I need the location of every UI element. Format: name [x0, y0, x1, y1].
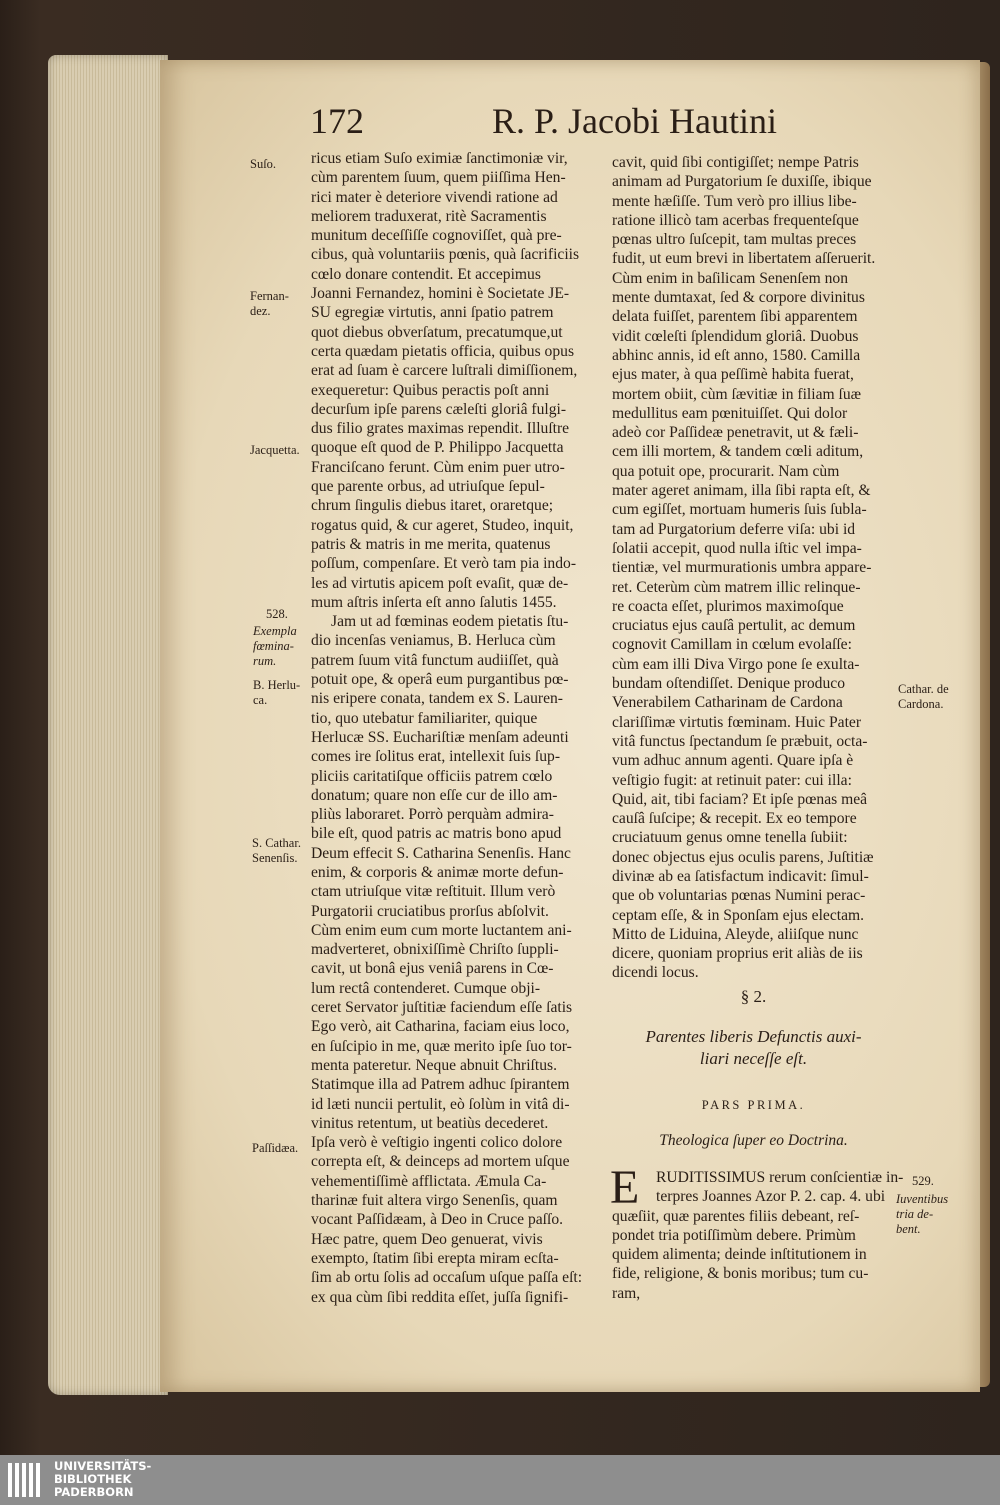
margin-note-fernandez: [250, 289, 289, 319]
text-line: donatum; quare non eſſe cur de illo am-: [311, 786, 558, 804]
text-line: quidem alimenta; deinde inſtitutionem in: [612, 1246, 867, 1264]
left-text-column: [311, 149, 591, 1307]
text-line: fudit, ut eum brevi in libertatem aſſeruerit.: [612, 250, 876, 268]
part-heading: PARS PRIMA.: [701, 1098, 806, 1112]
text-line: RUDITISSIMUS rerum conſcientiæ in-: [656, 1169, 904, 1186]
text-line: ceret Servator juſtitiæ faciendum eſſe ſatis: [311, 999, 573, 1017]
text-line: en ſuſcipio in me, quæ merito ipſe ſuo tor-: [311, 1037, 572, 1055]
text-line: nis eripere conata, tandem ex S. Lauren-: [311, 690, 563, 708]
text-line: dio incenſas veniamus, B. Herluca cùm: [311, 632, 556, 650]
text-line: patris & matris in me merita, quatenus: [311, 535, 551, 553]
margin-line: Cardona.: [898, 697, 944, 711]
margin-line: fœmina-: [253, 639, 294, 653]
text-line: re coacta eſſet, plurimos maximoſque: [612, 597, 844, 615]
text-line: exempto, ſtatim ſibi erepta miram ecſta-: [311, 1249, 559, 1267]
text-line: Cùm enim in baſilicam Senenſem non: [612, 269, 849, 287]
margin-line: dez.: [250, 304, 271, 318]
text-line: ex qua cùm ſibi reddita eſſet, juſſa ſignifi-: [311, 1288, 569, 1306]
text-line: quot diebus obverſatum, precatumque,ut: [311, 323, 563, 341]
library-logo-icon: [6, 1461, 46, 1499]
text-line: Hæc patre, quem Deo genuerat, vivis: [311, 1230, 543, 1248]
text-line: ratione illicò tam acerbas frequenteſque: [612, 211, 859, 229]
text-line: pliciis caritatiſque officiis patrem cœlo: [311, 767, 553, 785]
text-line: veſtigio fugit: at retinuit pater: cui illa:: [612, 771, 852, 789]
text-line: les ad virtutis apicem poſt evaſit, quæ de-: [311, 574, 569, 592]
text-line: poſſum, compenſare. Et verò tam pia indo-: [311, 555, 577, 573]
text-line: ctam utriuſque vitæ reſtituit. Illum verò: [311, 883, 556, 901]
text-line: SU egregiæ virtutis, anni ſpatio patrem: [311, 304, 554, 322]
text-line: cùm parentem ſuum, quem piiſſima Hen-: [311, 169, 566, 187]
text-line: ſim ab ortu ſolis ad occaſum uſque paſſa eſt:: [311, 1269, 583, 1287]
margin-line: Exempla: [253, 624, 297, 638]
final-paragraph: [610, 1161, 904, 1303]
text-line: ejus mater, à qua peſſimè habita fuerat,: [612, 366, 854, 384]
margin-note-jacquetta: Jacquetta.: [250, 443, 300, 457]
text-line: comes ire ſolitus erat, intellexit ſuis ſup-: [311, 748, 561, 766]
text-line: abhinc annis, id eſt anno, 1580. Camilla: [612, 346, 861, 364]
text-line: exequeretur: Quibus peractis poſt anni: [311, 381, 550, 399]
text-line: bile eſt, quod patris ac matris bono apud: [311, 825, 562, 843]
text-line: tam ad Purgatorium deferre viſa: ubi id: [612, 520, 856, 538]
text-line: animam ad Purgatorium ſe duxiſſe, ibique: [612, 173, 872, 191]
text-line: cauſâ ſuſcipe; & recepit. Ex eo tempore: [612, 810, 857, 828]
margin-section-number-529: 529.: [912, 1174, 934, 1188]
text-line: qua potuit ope, procurarit. Nam cùm: [612, 462, 840, 480]
margin-line: ca.: [253, 693, 268, 707]
margin-line: S. Cathar.: [252, 836, 301, 850]
library-name-line: UNIVERSITÄTS-: [54, 1459, 152, 1473]
text-line: rogatus quid, & cur ageret, Studeo, inquit,: [311, 516, 574, 534]
text-line: cibus, quà voluntariis pœnis, quà ſacrificiis: [311, 246, 580, 264]
text-line: medullitus eam pœnituiſſet. Qui dolor: [612, 404, 848, 422]
library-footer: [0, 1455, 1000, 1505]
text-line: menta pateretur. Neque abnuit Chriſtus.: [311, 1056, 557, 1074]
text-line: mater ageret animam, illa ſibi rapta eſt, &: [612, 482, 871, 500]
text-line: cruciatuum genus omne tenella ſubiit:: [612, 829, 848, 847]
margin-line: Senenſis.: [252, 851, 298, 865]
margin-note-herluca: [253, 678, 300, 708]
text-line: ret. Ceterùm cùm matrem illic relinque-: [612, 578, 861, 596]
text-line: quoque eſt quod de P. Philippo Jacquetta: [311, 439, 564, 457]
text-line: adeò cor Paſſideæ penetravit, ut & fæli-: [612, 424, 859, 442]
page-title: R. P. Jacobi Hautini: [492, 101, 777, 141]
text-line: vocant Paſſidæam, à Deo in Cruce paſſo.: [311, 1211, 564, 1229]
text-line: potuit ope, & operâ eum purgantibus pœ-: [311, 671, 569, 689]
text-line: tharinæ fuit altera virgo Senenſis, quam: [311, 1192, 558, 1210]
text-line: vehementiſſimè afflictata. Æmula Ca-: [311, 1172, 547, 1190]
subheading: Theologica ſuper eo Doctrina.: [659, 1132, 848, 1149]
margin-note-catharina: [252, 836, 301, 866]
margin-line: B. Herlu-: [253, 678, 301, 692]
text-line: Purgatorii cruciatibus prorſus abſolvit.: [311, 902, 549, 920]
text-line: dicere, quoniam proprius erit aliàs de iis: [612, 945, 863, 963]
text-line: madverteret, obnixiſſimè Chriſto ſuppli-: [311, 941, 559, 959]
text-line: tientiæ, vel murmurationis umbra appare-: [612, 559, 872, 577]
text-line: cruciatus ejus cauſâ pertulit, ac demum: [612, 617, 856, 635]
margin-line: Fernan-: [250, 289, 289, 303]
text-line: dus filio grates maximas rependit. Illuſtre: [311, 420, 570, 438]
text-line: mente hæſiſſe. Tum verò pro illius libe-: [612, 192, 857, 210]
text-line: decurſum ipſe parens cæleſti gloriâ fulgi-: [311, 400, 567, 418]
text-line: rici mater è deteriore vivendi ratione ad: [311, 188, 558, 206]
text-line: cavit, ut bonâ ejus veniâ parens in Cœ-: [311, 960, 554, 978]
text-line: Herlucæ SS. Euchariſtiæ menſam adeunti: [311, 728, 569, 746]
page-number: 172: [310, 101, 364, 141]
text-line: munitum deceſſiſſe cognoviſſet, quà pre-: [311, 227, 562, 245]
section-symbol: § 2.: [740, 987, 767, 1006]
section-heading-line2: liari neceſſe eſt.: [699, 1049, 808, 1068]
text-line: Ipſa verò è veſtigio ingenti colico dolore: [311, 1134, 563, 1152]
text-line: mente dumtaxat, ſed & corpore divinitus: [612, 289, 865, 307]
text-line: Jam ut ad fœminas eodem pietatis ſtu-: [331, 613, 569, 631]
text-line: ſolatii accepit, quod nulla iſtic vel impa-: [612, 539, 862, 557]
text-line: bundam oſtendiſſet. Denique produco: [612, 675, 845, 693]
text-line: ricus etiam Suſo eximiæ ſanctimoniæ vir,: [311, 150, 568, 167]
margin-note-cardona: [898, 682, 949, 712]
text-line: mortem obiit, cùm ſævitiæ in filiam ſuæ: [612, 385, 862, 403]
text-line: que parente orbus, ad utriuſque ſepul-: [311, 478, 545, 496]
text-line: Franciſcano ferunt. Cùm enim puer utro-: [311, 458, 565, 476]
drop-capital: E: [610, 1161, 640, 1214]
text-line: cem illi mortem, & tandem cœli aditum,: [612, 443, 864, 461]
text-line: terpres Joannes Azor P. 2. cap. 4. ubi: [656, 1188, 886, 1206]
text-line: Cùm enim eum cum morte luctantem ani-: [311, 921, 572, 939]
margin-line: bent.: [896, 1222, 921, 1236]
text-line: fide, religione, & bonis moribus; tum cu-: [612, 1265, 869, 1283]
text-line: vum adhuc annum agenti. Quare ipſa è: [612, 752, 854, 770]
text-line: donec objectus ejus oculis parens, Juſtitiæ: [612, 848, 874, 866]
text-line: vinitus retentum, ut beatiùs decederet.: [311, 1114, 549, 1132]
text-line: pondet tria potiſſimùm debere. Primùm: [612, 1226, 856, 1244]
library-name: [54, 1460, 151, 1499]
text-line: divinæ ab ea ſatisfactum indicavit: ſimul-: [612, 867, 869, 885]
text-line: que ob voluntarias pœnas Numini perac-: [612, 887, 866, 905]
text-line: cognovit Camillam in cœlum evolaſſe:: [612, 636, 852, 654]
margin-line: rum.: [253, 654, 277, 668]
text-line: cùm eam illi Diva Virgo pone ſe exulta-: [612, 655, 860, 673]
text-line: ceptam eſſe, & in Sponſam ejus electam.: [612, 906, 865, 924]
text-line: Quid, ait, tibi faciam? Et ipſe pœnas meâ: [612, 790, 868, 808]
text-line: tio, quo utebatur familiariter, quique: [311, 709, 538, 727]
text-line: clariſſimæ virtutis fœminam. Huic Pater: [612, 713, 862, 731]
text-line: vitâ functus ſpectandum ſe præbuit, octa-: [612, 732, 868, 750]
text-line: enim, & corporis & animæ morte defun-: [311, 863, 564, 881]
library-name-line: PADERBORN: [54, 1485, 134, 1499]
text-line: Statimque illa ad Patrem adhuc ſpirantem: [311, 1076, 570, 1094]
text-line: patrem ſuum vitâ functum audiiſſet, quà: [311, 651, 559, 669]
margin-note-suso: Suſo.: [250, 157, 277, 171]
right-text-column: [612, 153, 895, 983]
margin-note-iuventibus: [896, 1192, 948, 1237]
text-line: meliorem traduxerat, ritè Sacramentis: [311, 207, 547, 225]
text-line: delata fuiſſet, parentem ſibi apparentem: [612, 308, 858, 326]
margin-line: tria de-: [896, 1207, 934, 1221]
book-page-edges: [48, 55, 168, 1395]
text-line: chrum ſingulis diebus itaret, oraretque;: [311, 497, 554, 515]
text-line: pœnas ultro ſuſcepit, tam multas preces: [612, 231, 857, 249]
text-line: correpta eſt, & deinceps ad mortem uſque: [311, 1153, 570, 1171]
text-line: certa quædam pietatis officia, quibus opus: [311, 342, 575, 360]
text-line: erat ad ſuam è carcere luſtrali dimiſſionem,: [311, 362, 578, 380]
text-line: id læti nuncii pertulit, eò ſolùm in vitâ di-: [311, 1095, 570, 1113]
margin-note-exempla: [253, 624, 297, 669]
text-line: dicendi locus.: [612, 964, 699, 982]
text-line: Venerabilem Catharinam de Cardona: [612, 694, 843, 712]
text-line: lum rectâ contenderet. Cumque obji-: [311, 979, 541, 997]
margin-line: Cathar. de: [898, 682, 949, 696]
margin-section-number-528: 528.: [266, 607, 288, 621]
text-line: Ego verò, ait Catharina, faciam eius loco,: [311, 1018, 570, 1036]
section-heading-line1: Parentes liberis Defunctis auxi-: [645, 1027, 862, 1046]
text-line: vidit cœleſti ſplendidum gloriâ. Duobus: [612, 327, 859, 345]
library-name-line: BIBLIOTHEK: [54, 1472, 132, 1486]
text-line: quæſiit, quæ parentes filiis debeant, reſ-: [612, 1207, 860, 1225]
text-line: cœlo donare contendit. Et accepimus: [311, 265, 541, 283]
text-line: Mitto de Liduina, Aleyde, aliiſque nunc: [612, 925, 859, 943]
text-line: cavit, quid ſibi contigiſſet; nempe Patris: [612, 154, 859, 171]
text-line: mum aſtris inſerta eſt anno ſalutis 1455.: [311, 593, 557, 611]
text-line: pliùs laboraret. Porrò perquàm admira-: [311, 806, 554, 824]
margin-line: Iuventibus: [896, 1192, 949, 1206]
text-line: cum egiſſet, mortuam humeris ſuis ſubla-: [612, 501, 867, 519]
text-line: ram,: [612, 1284, 641, 1302]
text-line: Joanni Fernandez, homini è Societate JE-: [311, 285, 570, 303]
text-line: Deum effecit S. Catharina Senenſis. Hanc: [311, 844, 571, 862]
margin-note-passidaea: Paſſidæa.: [252, 1141, 299, 1155]
